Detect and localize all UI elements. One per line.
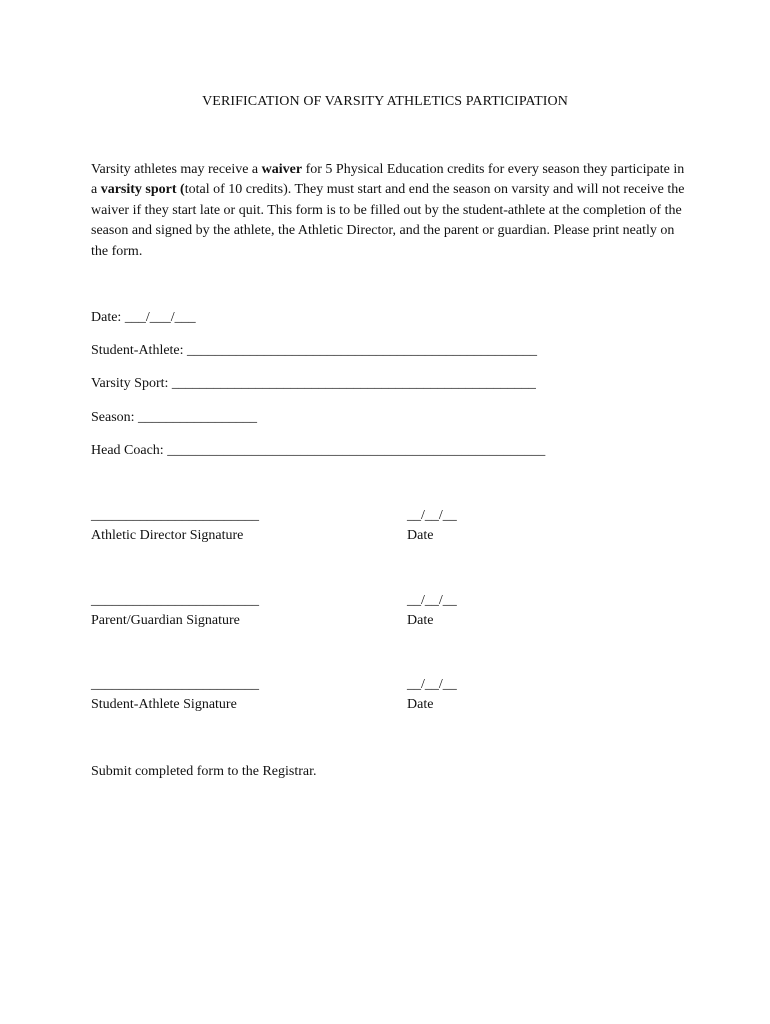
student-athlete-date-line[interactable]: __/__/__ (407, 677, 457, 692)
intro-text-1: Varsity athletes may receive a (91, 162, 262, 177)
submission-note: Submit completed form to the Registrar. (91, 764, 317, 779)
student-athlete-signature-label: Student-Athlete Signature (91, 697, 237, 712)
parent-guardian-date-label: Date (407, 613, 434, 628)
student-athlete-date-label: Date (407, 697, 434, 712)
athletic-director-date-label: Date (407, 528, 434, 543)
parent-guardian-signature-label: Parent/Guardian Signature (91, 613, 240, 628)
athletic-director-date-line[interactable]: __/__/__ (407, 508, 457, 523)
athletic-director-signature-label: Athletic Director Signature (91, 528, 244, 543)
head-coach-field[interactable]: Head Coach: ______________________________________________________ (91, 443, 546, 458)
student-athlete-field[interactable]: Student-Athlete: __________________________________________________ (91, 343, 538, 358)
intro-paragraph (91, 160, 691, 262)
date-field[interactable]: Date: ___/___/___ (91, 310, 196, 325)
parent-guardian-date-line[interactable]: __/__/__ (407, 593, 457, 608)
intro-text-3: total of 10 credits). They must start and end the season on varsity and will not receive the waiver if they start late or quit. This form is to be filled out by the student-athlete at the completion of the season and signed by the athlete, the Athletic Director, and the parent or guardian. Please print neatly on the form. (91, 182, 685, 259)
season-field[interactable]: Season: _________________ (91, 410, 258, 425)
athletic-director-signature-line[interactable]: ________________________ (91, 508, 259, 523)
intro-bold-varsity-sport: varsity sport ( (100, 182, 185, 198)
student-athlete-signature-line[interactable]: ________________________ (91, 677, 259, 692)
varsity-sport-field[interactable]: Varsity Sport: ____________________________________________________ (91, 376, 536, 391)
parent-guardian-signature-line[interactable]: ________________________ (91, 593, 259, 608)
intro-text-2: for 5 Physical Education credits for every season they participate in a (91, 162, 685, 198)
intro-bold-waiver: waiver (261, 162, 303, 177)
page-title: VERIFICATION OF VARSITY ATHLETICS PARTICIPATION (202, 94, 568, 109)
